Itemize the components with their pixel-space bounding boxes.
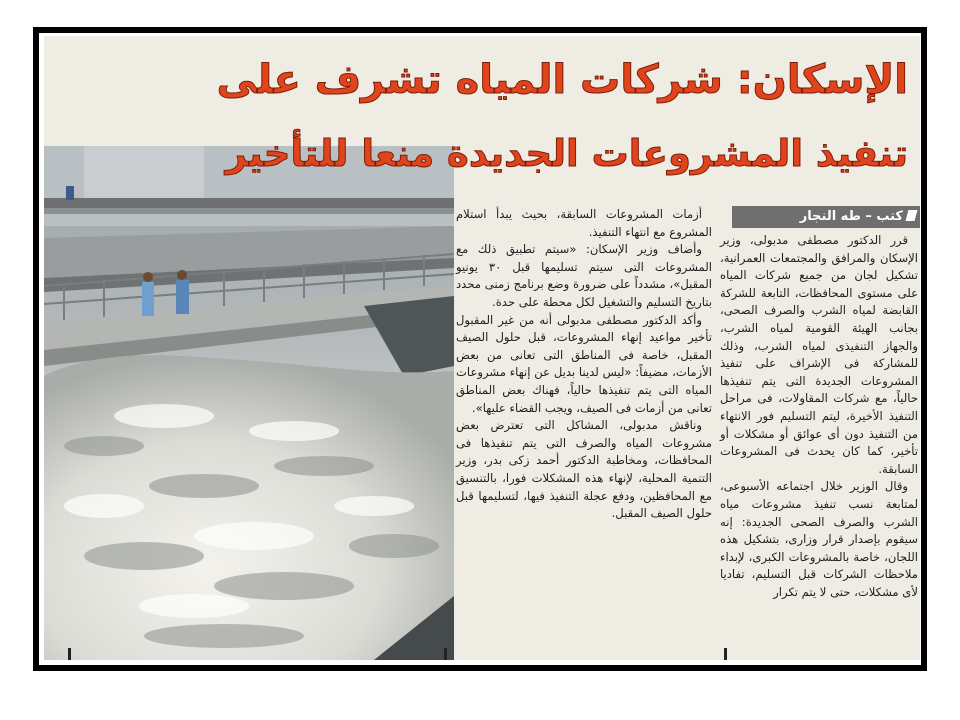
article-column-right <box>720 232 918 601</box>
paragraph: وأكد الدكتور مصطفى مدبولى أنه من غير المقبول تأخير مواعيد إنهاء المشروعات، قبل حلول الصيف المقبل، خاصة فى المناطق التى تعانى من بعض الأزمات، مضيفاً: «ليس لدينا بديل عن إنهاء مشروعات المياه التى يتم تنفيذها حالياً، فهناك بعض المناطق تعانى من أزمات فى الصيف، ويجب القضاء عليها». <box>456 312 712 415</box>
article-column-left <box>456 206 712 523</box>
byline-text: كتب – طه النجار <box>799 209 903 224</box>
headline-line-2: تنفيذ المشروعات الجديدة منعا للتأخير <box>225 132 908 175</box>
scan-mark <box>724 648 727 660</box>
byline-marker-icon <box>906 210 918 221</box>
byline-bar <box>732 206 920 228</box>
paragraph: أزمات المشروعات السابقة، بحيث يبدأ استلام المشروع مع انتهاء التنفيذ. <box>456 207 712 239</box>
newspaper-clipping <box>44 36 920 660</box>
paragraph: وناقش مدبولى، المشاكل التى تعترض بعض مشروعات المياه والصرف التى يتم تنفيذها فى المحافظات، ومخاطبة الدكتور أحمد زكى بدر، وزير التنمية المحلية، لإنهاء هذه المشكلات فورا، بالتنسيق مع المحافظين، ودفع عجلة التنفيذ فيها، لتسليمها قبل حلول الصيف المقبل. <box>456 418 712 521</box>
water-treatment-photo <box>44 146 454 660</box>
paragraph: قرر الدكتور مصطفى مدبولى، وزير الإسكان والمرافق والمجتمعات العمرانية، تشكيل لجان من جميع شركات المياه على مستوى المحافظات، التابعة للشركة القابضة لمياه الشرب والصرف الصحى، بجانب الهيئة القومية لمياه الشرب، والجهاز التنفيذى لمياه الشرب، وذلك للمشاركة فى الإشراف على تنفيذ المشروعات الجديدة التى يتم تنفيذها حالياً، مع شركات المقاولات، فى مراحل التنفيذ الأخيرة، ليتم التسليم فور الانتهاء من التنفيذ دون أى عوائق أو مشكلات أو تأخير، كما كان يحدث فى المشروعات السابقة. <box>720 233 918 476</box>
scan-mark <box>444 648 447 660</box>
paragraph: وأضاف وزير الإسكان: «سيتم تطبيق ذلك مع المشروعات التى سيتم تسليمها قبل ٣٠ يونيو المقبل»، مشدداً على ضرورة وضع برنامج زمنى محدد بتاريخ التسليم والتشغيل لكل محطة على حدة. <box>456 242 712 309</box>
headline-line-1: الإسكان: شركات المياه تشرف على <box>216 57 908 103</box>
paragraph: وقال الوزير خلال اجتماعه الأسبوعى، لمتابعة نسب تنفيذ مشروعات مياه الشرب والصرف الصحى الجديدة: إنه سيقوم بإصدار قرار وزارى، بتشكيل هذه اللجان، خاصة بالمشروعات الكبرى، لإبداء ملاحظات الشركات قبل التسليم، تفاديا لأى مشكلات، حتى لا يتم تكرار <box>720 479 918 599</box>
scan-mark <box>68 648 71 660</box>
photo-illustration <box>44 146 454 660</box>
